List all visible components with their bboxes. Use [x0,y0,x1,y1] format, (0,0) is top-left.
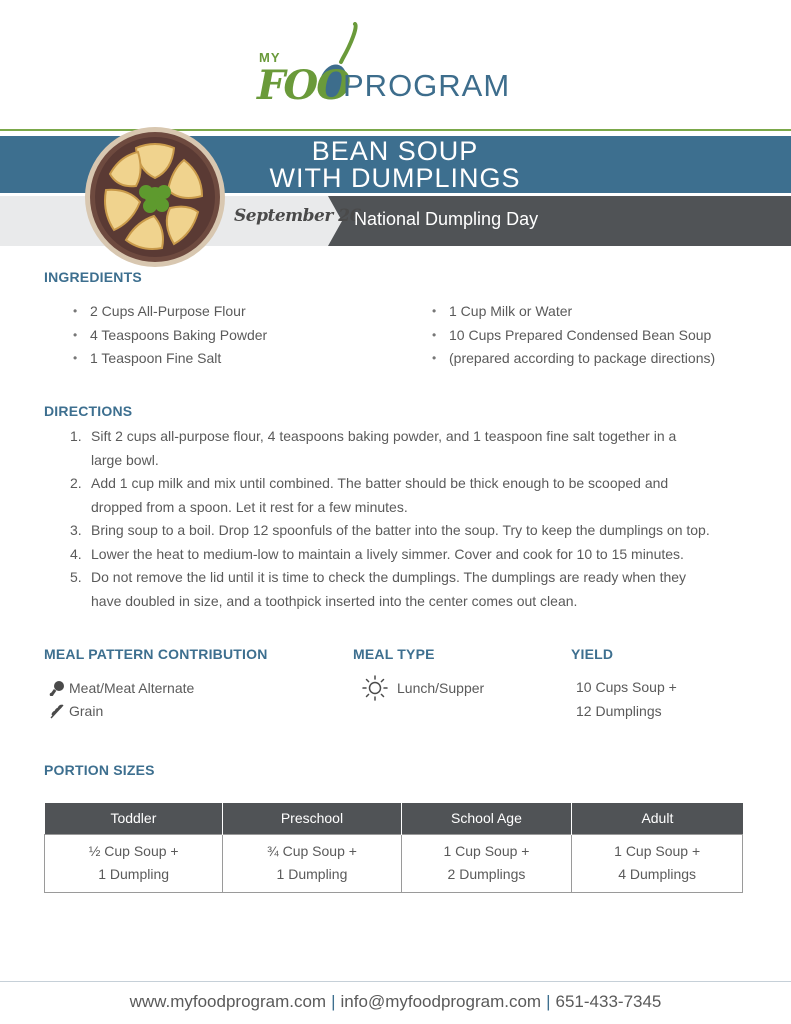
website-link[interactable]: www.myfoodprogram.com [129,992,327,1011]
column-header: Toddler [45,803,223,834]
cell-line: 1 Cup Soup + [614,843,701,859]
step-number: 4. [70,545,82,562]
step-line: dropped from a spoon. Let it rest for a few minutes. [91,498,408,515]
yield-line: 10 Cups Soup + [576,679,677,695]
step-line: Bring soup to a boil. Drop 12 spoonfuls of the batter into the soup. Try to keep the dumplings on top. [91,522,710,538]
list-item: • 1 Teaspoon Fine Salt [73,347,403,371]
phone-number[interactable]: 651-433-7345 [555,992,662,1011]
recipe-title [200,138,590,192]
logo-program: PROGRAM [343,68,511,103]
table-cell [223,834,401,892]
list-item: • 10 Cups Prepared Condensed Bean Soup [432,324,772,348]
footer-rule [0,981,791,982]
table-row [45,834,743,892]
logo-my: MY [259,50,281,65]
cell-line: 1 Dumpling [98,866,170,882]
meal-type-item [361,675,484,701]
table-cell [45,834,223,892]
date-label: September 26 [234,206,361,226]
meal-pattern-item-grain [49,703,103,719]
step-line: have doubled in size, and a toothpick inserted into the center comes out clean. [91,592,578,609]
cell-line: ¾ Cup Soup + [267,843,357,859]
step-line: Do not remove the lid until it is time to check the dumplings. The dumplings are ready when they [91,569,687,585]
table-cell [401,834,572,892]
direction-step [70,425,760,472]
meal-pattern-item-meat [49,680,194,696]
cell-line: 1 Dumpling [276,866,348,882]
step-line: Add 1 cup milk and mix until combined. The batter should be thick enough to be scooped and [91,475,669,491]
cell-line: 2 Dumplings [447,866,526,882]
yield-line: 12 Dumplings [576,702,662,719]
footer-separator: | [546,992,551,1011]
portion-sizes-heading: PORTION SIZES [44,762,155,778]
yield-heading: YIELD [571,646,614,662]
step-line: large bowl. [91,451,159,468]
ingredients-list-left [73,300,403,371]
table-cell [572,834,743,892]
column-header: Adult [572,803,743,834]
continuation-text: (prepared according to package directions) [449,350,716,366]
footer [0,992,791,1012]
step-number: 1. [70,428,82,444]
cell-line: 4 Dumplings [618,866,697,882]
list-item: • 2 Cups All-Purpose Flour [73,300,403,324]
title-line-1: BEAN SOUP [311,136,479,166]
column-header: Preschool [223,803,401,834]
wheat-icon [49,703,65,719]
table-header-row [45,803,743,834]
sun-icon [361,675,389,701]
logo-food: FOO [257,62,350,109]
direction-step [70,566,760,613]
meal-pattern-heading: MEAL PATTERN CONTRIBUTION [44,646,268,662]
step-number: 2. [70,475,82,491]
dumpling-bowl-image [84,126,226,268]
cell-line: 1 Cup Soup + [443,843,530,859]
ingredients-list-right [432,300,772,371]
meal-pattern-label: Grain [69,703,104,719]
step-number: 5. [70,569,82,585]
direction-step [70,543,760,567]
step-line: Sift 2 cups all-purpose flour, 4 teaspoons baking powder, and 1 teaspoon fine salt together in a [91,428,677,444]
directions-heading: DIRECTIONS [44,403,133,419]
logo [255,22,545,112]
email-link[interactable]: info@myfoodprogram.com [340,992,542,1011]
yield-value [576,676,677,723]
drumstick-icon [49,680,65,696]
step-line: Lower the heat to medium-low to maintain a lively simmer. Cover and cook for 10 to 15 minutes. [91,545,684,562]
list-item: • 4 Teaspoons Baking Powder [73,324,403,348]
list-item: • 1 Cup Milk or Water [432,300,772,324]
direction-step [70,472,760,519]
direction-step [70,519,760,543]
footer-separator: | [331,992,336,1011]
ingredients-heading: INGREDIENTS [44,269,142,285]
directions-list [70,425,760,613]
meal-type-label: Lunch/Supper [397,680,485,696]
list-item-continuation [432,347,772,371]
title-line-2: WITH DUMPLINGS [269,163,521,193]
cell-line: ½ Cup Soup + [88,843,179,859]
column-header: School Age [401,803,572,834]
meal-type-heading: MEAL TYPE [353,646,435,662]
step-number: 3. [70,522,82,538]
meal-pattern-label: Meat/Meat Alternate [69,680,195,696]
day-label: National Dumpling Day [354,209,539,229]
portion-sizes-table [44,803,743,893]
